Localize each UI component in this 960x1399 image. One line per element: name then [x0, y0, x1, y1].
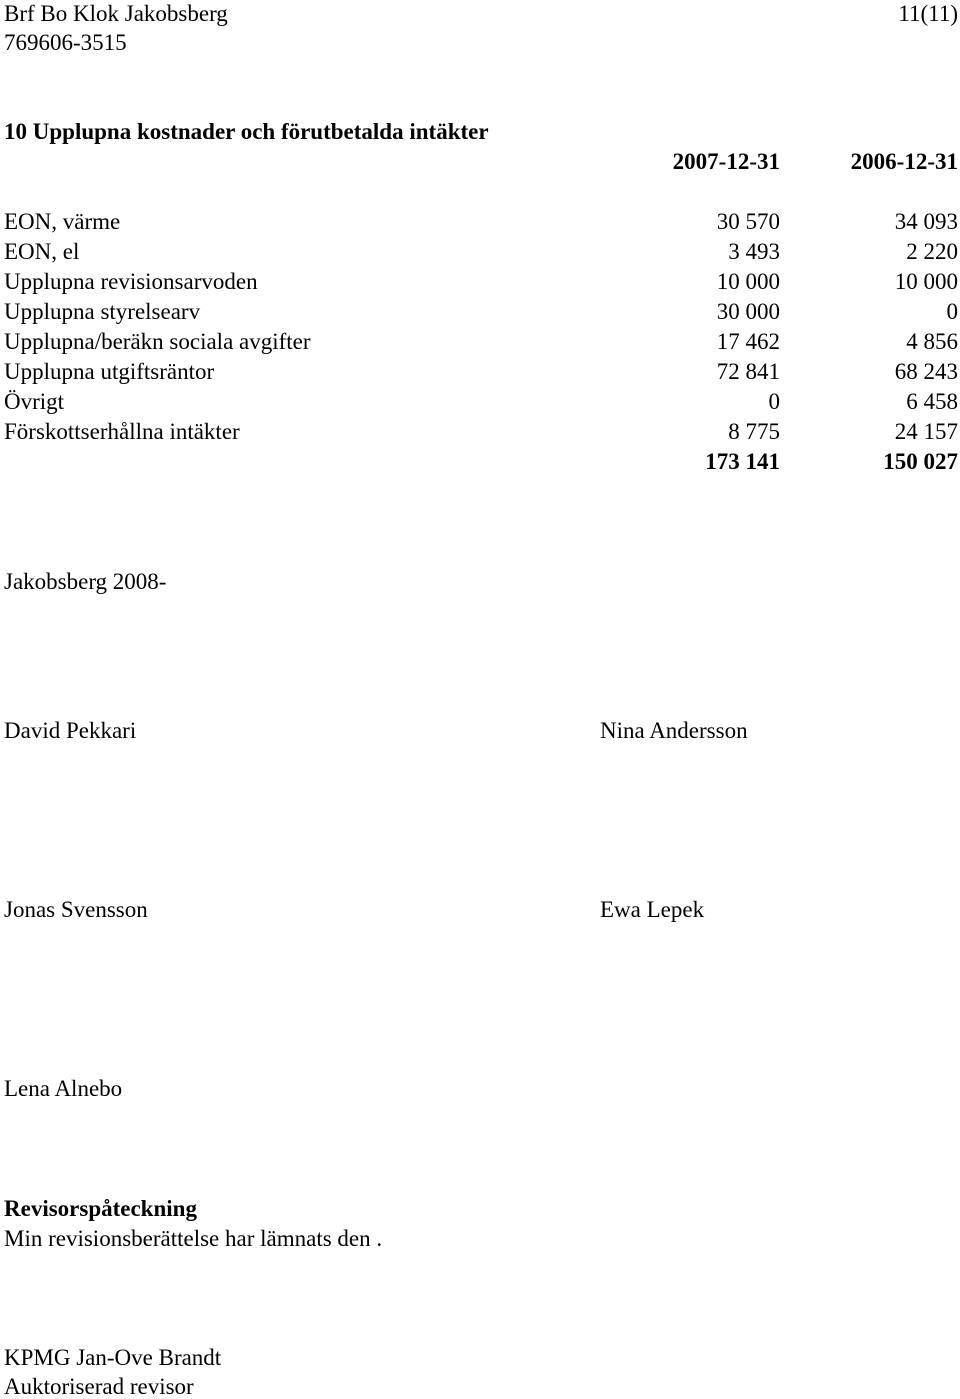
column-header-2006: 2006-12-31	[850, 149, 958, 174]
row-value-2007: 8 775	[728, 419, 780, 444]
organization-name: Brf Bo Klok Jakobsberg	[4, 1, 228, 26]
row-value-2006: 24 157	[894, 419, 958, 444]
row-value-2007: 30 570	[716, 209, 780, 234]
row-value-2007: 72 841	[716, 359, 780, 384]
row-value-2007: 3 493	[728, 239, 780, 264]
signatory-name: Ewa Lepek	[600, 897, 705, 922]
row-value-2006: 34 093	[894, 209, 958, 234]
row-label: Förskottserhållna intäkter	[4, 419, 240, 444]
row-label: Upplupna utgiftsräntor	[4, 359, 215, 384]
row-value-2006: 10 000	[894, 269, 958, 294]
row-label: EON, el	[4, 239, 80, 264]
row-value-2007: 10 000	[716, 269, 780, 294]
place-date-line: Jakobsberg 2008-	[4, 569, 167, 594]
auditor-title: Auktoriserad revisor	[4, 1374, 194, 1399]
note-title: 10 Upplupna kostnader och förutbetalda intäkter	[4, 119, 489, 144]
row-label: Upplupna styrelsearv	[4, 299, 201, 324]
row-label: EON, värme	[4, 209, 121, 234]
row-value-2006: 6 458	[906, 389, 958, 414]
row-label: Upplupna revisionsarvoden	[4, 269, 258, 294]
row-value-2006: 4 856	[906, 329, 958, 354]
row-value-2007: 30 000	[716, 299, 780, 324]
audit-statement: Min revisionsberättelse har lämnats den .	[4, 1226, 383, 1251]
row-label: Upplupna/beräkn sociala avgifter	[4, 329, 311, 354]
row-value-2006: 68 243	[894, 359, 958, 384]
row-value-2007: 17 462	[716, 329, 780, 354]
row-value-2007: 0	[768, 389, 780, 414]
organization-number: 769606-3515	[4, 30, 127, 55]
row-value-2006: 0	[946, 299, 958, 324]
page-number: 11(11)	[898, 1, 958, 26]
row-value-2006: 2 220	[906, 239, 958, 264]
row-label: Övrigt	[4, 389, 65, 414]
audit-heading: Revisorspåteckning	[4, 1196, 197, 1221]
signatory-name: Jonas Svensson	[4, 897, 148, 922]
signatory-name: Nina Andersson	[600, 718, 748, 743]
column-header-2007: 2007-12-31	[672, 149, 780, 174]
auditor-name: KPMG Jan-Ove Brandt	[4, 1345, 222, 1370]
total-2006: 150 027	[883, 449, 958, 474]
signatory-name: Lena Alnebo	[4, 1076, 123, 1101]
signatory-name: David Pekkari	[4, 718, 137, 743]
total-2007: 173 141	[705, 449, 780, 474]
